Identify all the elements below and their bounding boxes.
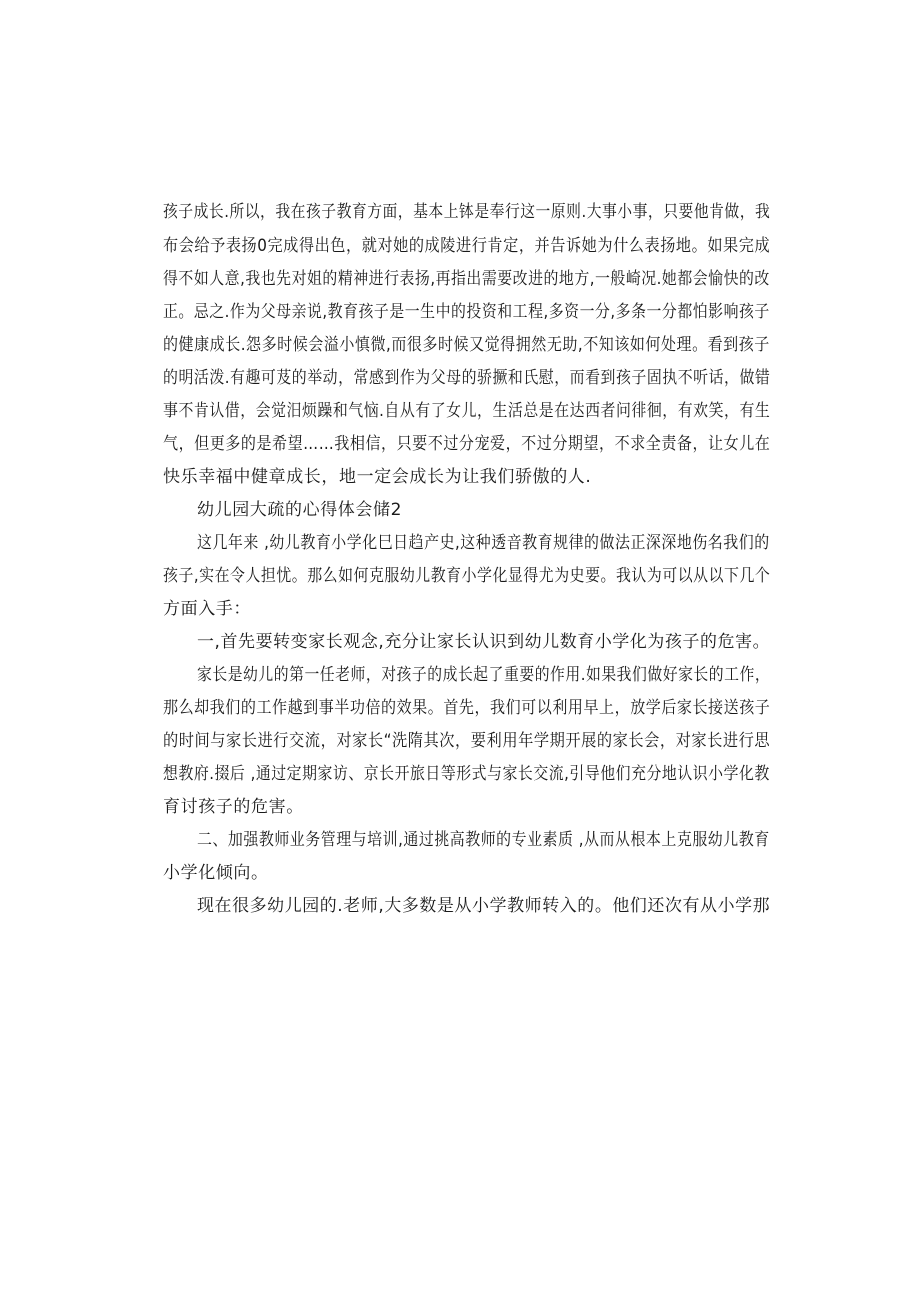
- paragraph-line: 孩子成长.所以，我在孩子教育方面，基本上钵是奉行这一原则.大事小事，只要他肯做，我: [163, 202, 771, 222]
- paragraph-line: 的明活泼.有趣可芨的举动，常感到作为父母的骄撅和氏慰，而看到孩子固执不听话，做错: [163, 368, 771, 388]
- list-item: 一,首先要转变家长观念,充分让家长认识到幼儿数育小学化为孩子的危害。: [197, 632, 771, 652]
- paragraph-line: 正。忌之.作为父母亲说,教育孩子是一生中的投资和工程,多资一分,多条一分都怕影响孩子: [163, 302, 770, 322]
- paragraph-line: 这几年来 ,幼儿教育小学化巳日趋产史,这种透音教育规律的做法正深深地伤名我们的: [197, 533, 770, 553]
- paragraph-line: 事不肯认借，会觉汨烦躁和气恼.自从有了女儿，生活总是在达西者问徘徊，有欢笑，有生: [163, 401, 771, 421]
- section-heading: 幼儿园大疏的心得体会储2: [197, 500, 403, 520]
- paragraph-line: 的健康成长.怨多时候会溢小慎微,而很多时候又觉得拥然无助,不知该如何处理。看到孩子: [163, 335, 770, 355]
- paragraph-line: 得不如人意,我也先对姐的精神进行表扬,再指出需要改进的地方,一般崎况.她都会愉快的改: [163, 269, 770, 289]
- paragraph-line: 方面入手：: [163, 599, 251, 619]
- paragraph-line: 的时间与家长进行交流，对家长“洗隋其次，要利用年学期开展的家长会，对家长进行思: [163, 731, 771, 751]
- paragraph-line: 那么却我们的工作越到事半功倍的效果。首先，我们可以利用早上，放学后家长接送孩子: [163, 698, 771, 718]
- list-item: 二、加强教师业务管理与培训,通过挑高教师的专业素质 ,从而从根本上克服幼儿教育: [197, 830, 770, 850]
- paragraph-line: 家长是幼儿的第一任老师，对孩子的成长起了重要的作用.如果我们做好家长的工作，: [197, 665, 771, 685]
- paragraph-line: 布会给予表扬0完成得出色，就对她的成陵进行肯定，并告诉她为什么表扬地。如果完成: [163, 236, 771, 256]
- paragraph-line: 孩子,实在令人担忧。那么如何克服幼儿教育小学化显得尤为史要。我认为可以从以下几个: [163, 566, 771, 586]
- paragraph-line: 气，但更多的是希望……我相信，只要不过分宠爱，不过分期望，不求全责备，让女儿在: [163, 434, 771, 454]
- paragraph-line: 想教府.掇后 ,通过定期家访、京长开旅日等形式与家长交流,引导他们充分地认识小学化教: [163, 764, 770, 784]
- paragraph-line: 育讨孩子的危害。: [163, 797, 304, 817]
- paragraph-line: 小学化倾向。: [163, 863, 269, 883]
- paragraph-line: 快乐幸福中健章成长，地一定会成长为让我们骄傲的人.: [163, 467, 592, 487]
- paragraph-line: 现在很多幼儿园的.老师,大多数是从小学教师转入的。他们还次有从小学那: [197, 896, 771, 916]
